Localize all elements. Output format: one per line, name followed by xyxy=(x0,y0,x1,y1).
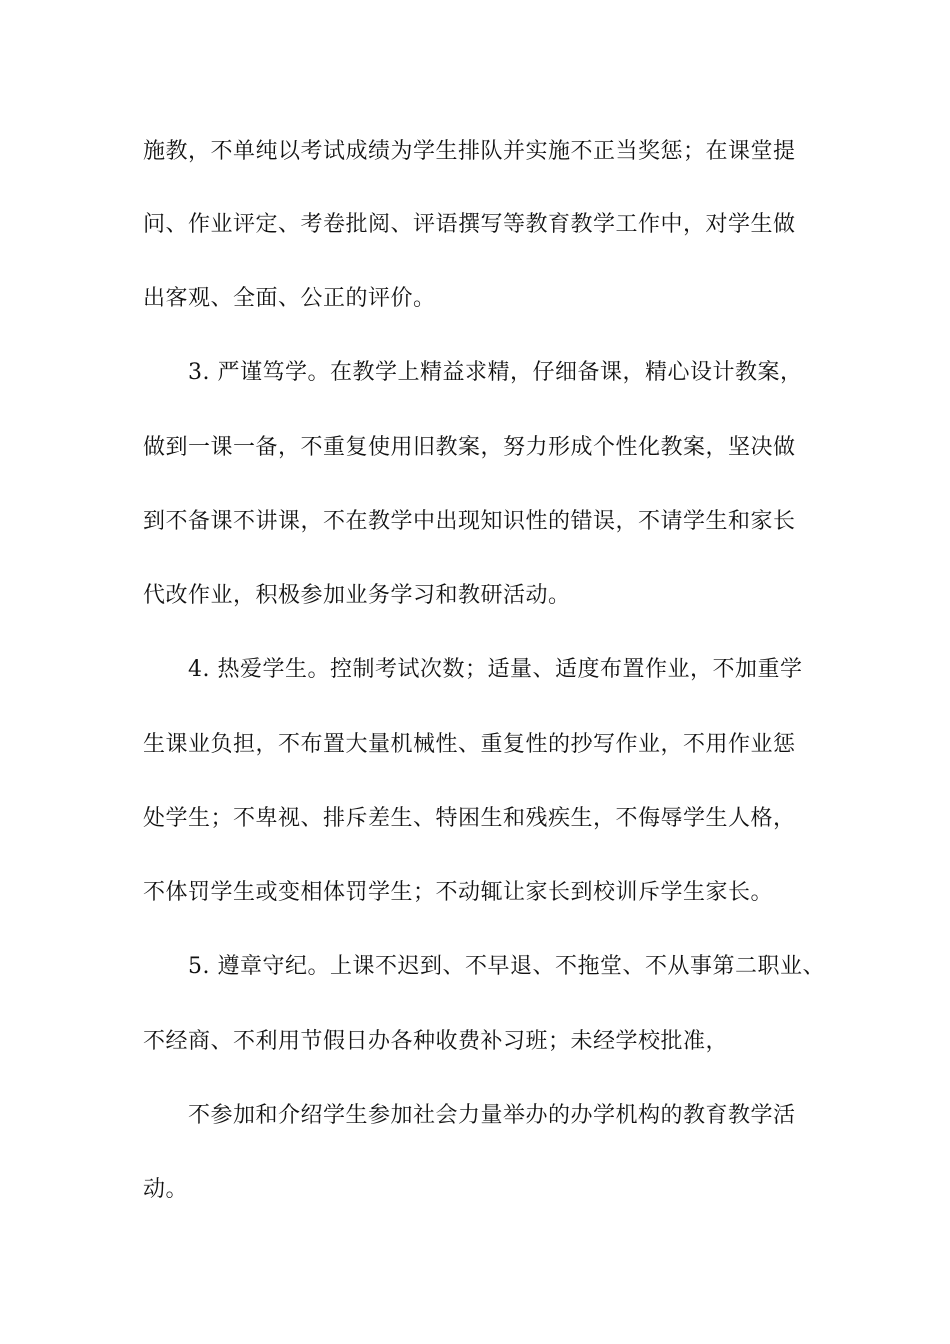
text-line: 施教，不单纯以考试成绩为学生排队并实施不正当奖惩；在课堂提 xyxy=(143,139,796,164)
text-line: 不参加和介绍学生参加社会力量举办的办学机构的教育教学活 xyxy=(188,1103,796,1128)
text-line: 做到一课一备，不重复使用旧教案，努力形成个性化教案，坚决做 xyxy=(143,435,796,460)
text-line: 5. 遵章守纪。上课不迟到、不早退、不拖堂、不从事第二职业、 xyxy=(188,954,825,979)
text-line: 4. 热爱学生。控制考试次数；适量、适度布置作业，不加重学 xyxy=(188,657,803,682)
text-line: 不经商、不利用节假日办各种收费补习班；未经学校批准， xyxy=(143,1029,729,1054)
text-line: 代改作业，积极参加业务学习和教研活动。 xyxy=(143,583,571,608)
text-line: 不体罚学生或变相体罚学生；不动辄让家长到校训斥学生家长。 xyxy=(143,880,774,905)
text-line: 3. 严谨笃学。在教学上精益求精，仔细备课，精心设计教案， xyxy=(188,360,803,385)
text-line: 问、作业评定、考卷批阅、评语撰写等教育教学工作中，对学生做 xyxy=(143,212,796,237)
text-line: 处学生；不卑视、排斥差生、特困生和残疾生，不侮辱学生人格， xyxy=(143,806,796,831)
text-line: 到不备课不讲课，不在教学中出现知识性的错误，不请学生和家长 xyxy=(143,509,796,534)
text-line: 动。 xyxy=(143,1177,189,1202)
text-line: 出客观、全面、公正的评价。 xyxy=(143,286,436,311)
text-line: 生课业负担，不布置大量机械性、重复性的抄写作业，不用作业惩 xyxy=(143,732,796,757)
